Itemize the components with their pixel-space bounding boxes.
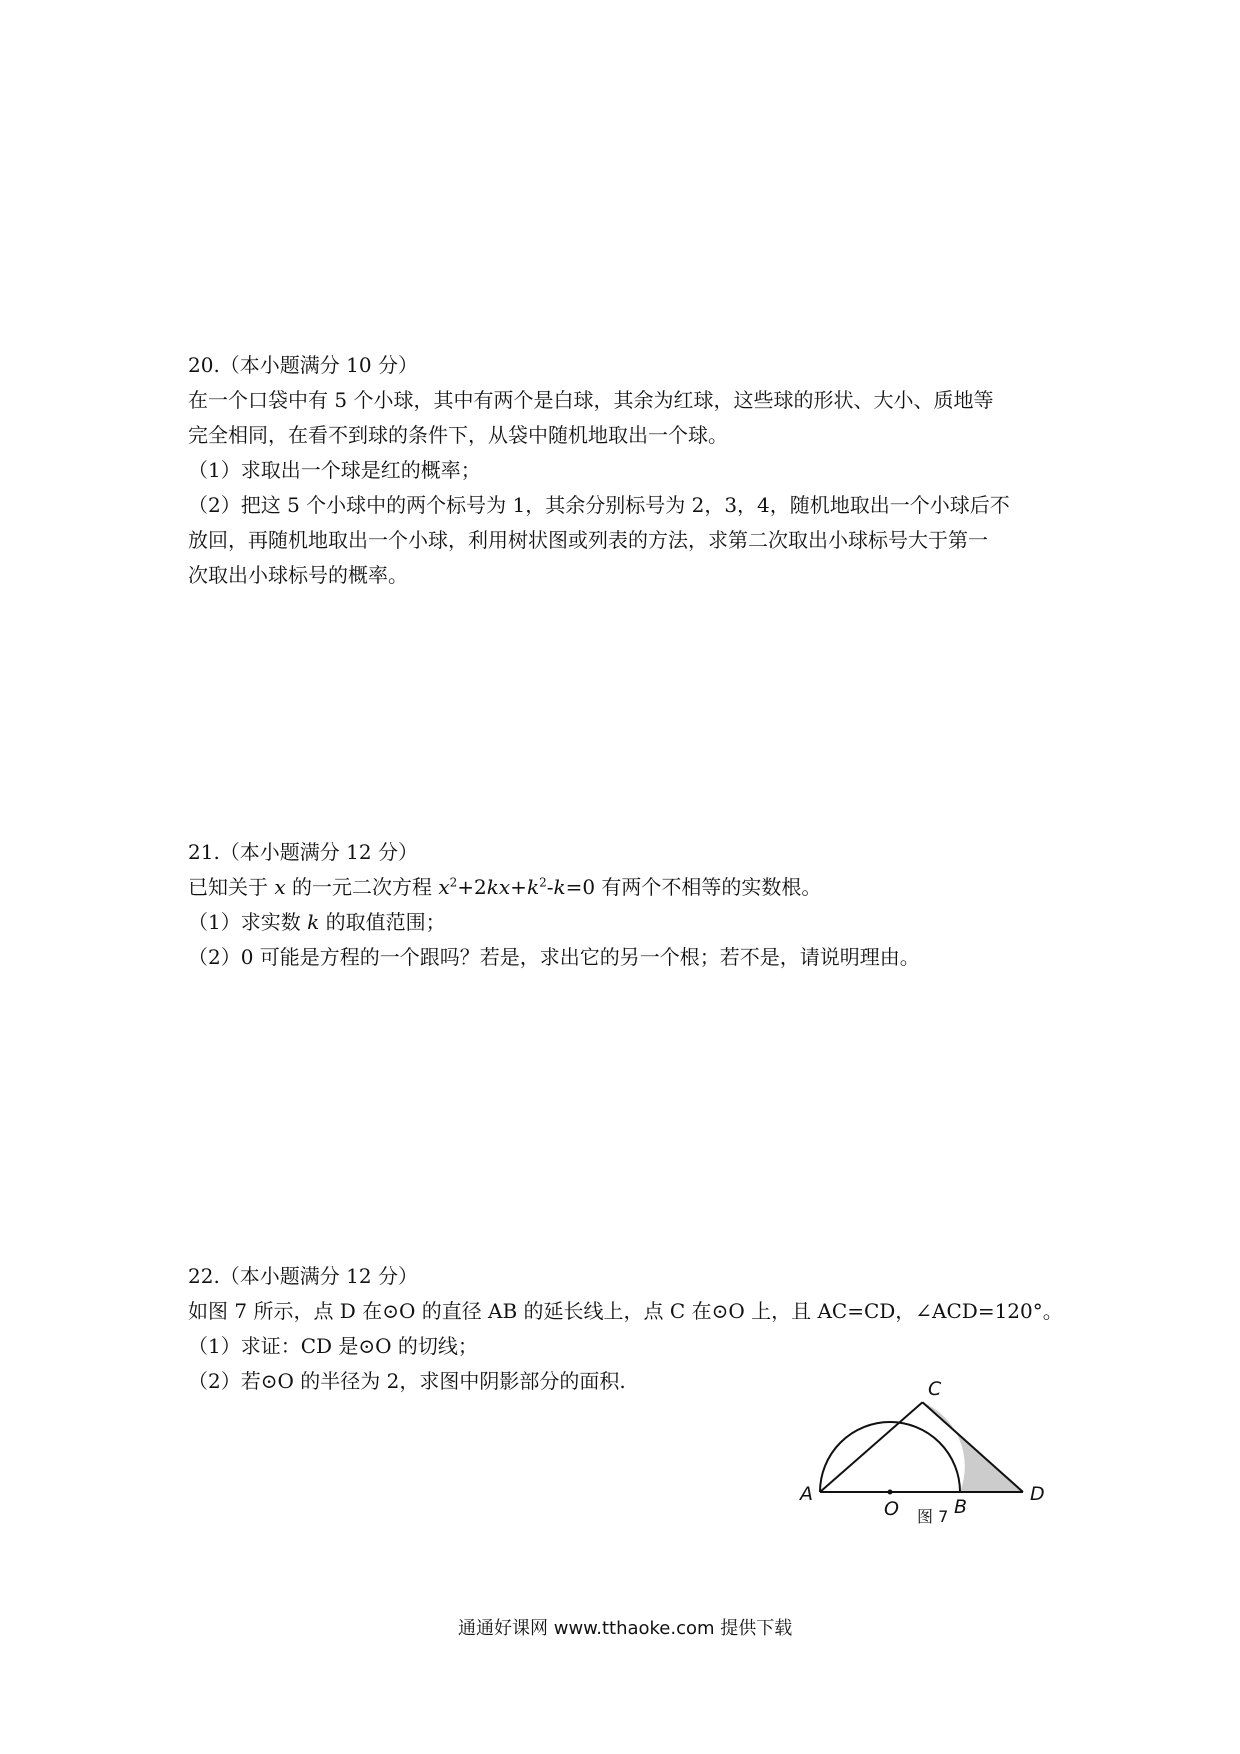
figure-caption: 图 7 [917, 1507, 949, 1526]
question-20 [188, 348, 1068, 593]
q21-part-1-text-a: （1）求实数 [188, 910, 308, 934]
q21-intro [188, 870, 1068, 905]
q21-part-1-variable-k: k [307, 910, 320, 934]
q22-part-1: （1）求证：CD 是⊙O 的切线； [188, 1334, 478, 1358]
q21-part-1-text-b: 的取值范围； [319, 910, 446, 934]
label-d: D [1030, 1483, 1045, 1505]
equation-minus: - [546, 875, 554, 899]
q20-intro-line-1: 在一个口袋中有 5 个小球，其中有两个是白球，其余为红球，这些球的形状、大小、质地等 [188, 388, 994, 412]
q21-part-1 [188, 905, 1068, 940]
q21-header: 21.（本小题满分 12 分） [188, 840, 418, 864]
equation-x: x [438, 875, 450, 899]
q22-header: 22.（本小题满分 12 分） [188, 1264, 418, 1288]
equation-k: k [526, 875, 540, 899]
q21-part-2: （2）0 可能是方程的一个跟吗？若是，求出它的另一个根；若不是，请说明理由。 [188, 945, 920, 969]
q21-intro-text-b: 的一元二次方程 [285, 875, 439, 899]
q20-header: 20.（本小题满分 10 分） [188, 353, 418, 377]
footer-download-notice: 通通好课网 www.tthaoke.com 提供下载 [458, 1618, 793, 1639]
equation-kx: kx [486, 875, 511, 899]
q20-part-2-line-3: 次取出小球标号的概率。 [188, 563, 408, 587]
center-point-o [888, 1490, 893, 1495]
label-c: C [928, 1378, 942, 1400]
semicircle-arc [820, 1422, 960, 1492]
label-b: B [954, 1496, 968, 1518]
q21-variable-x: x [274, 875, 286, 899]
q20-part-2-line-1: （2）把这 5 个小球中的两个标号为 1，其余分别标号为 2，3，4，随机地取出一个小球后不 [188, 493, 1010, 517]
label-o: O [884, 1498, 899, 1520]
equation-k-2: k [553, 875, 566, 899]
q20-intro-line-2: 完全相同，在看不到球的条件下，从袋中随机地取出一个球。 [188, 423, 728, 447]
equation-exponent-2: 2 [539, 875, 547, 890]
label-a: A [800, 1483, 813, 1505]
equation-plus-2: +2 [457, 875, 487, 899]
q21-intro-text-a: 已知关于 [188, 875, 275, 899]
equation-equals-zero: =0 [565, 875, 596, 899]
question-21 [188, 835, 1068, 975]
q20-part-1: （1）求取出一个球是红的概率； [188, 458, 481, 482]
q20-part-2-line-2: 放回，再随机地取出一个小球，利用树状图或列表的方法，求第二次取出小球标号大于第一 [188, 528, 988, 552]
equation-plus: + [510, 875, 527, 899]
q22-intro: 如图 7 所示，点 D 在⊙O 的直径 AB 的延长线上，点 C 在⊙O 上，且 AC=CD，∠ACD=120°。 [188, 1299, 1063, 1323]
q21-intro-text-c: 有两个不相等的实数根。 [595, 875, 822, 899]
equation-exponent-1: 2 [449, 875, 458, 890]
q22-part-2: （2）若⊙O 的半径为 2，求图中阴影部分的面积. [188, 1369, 626, 1393]
